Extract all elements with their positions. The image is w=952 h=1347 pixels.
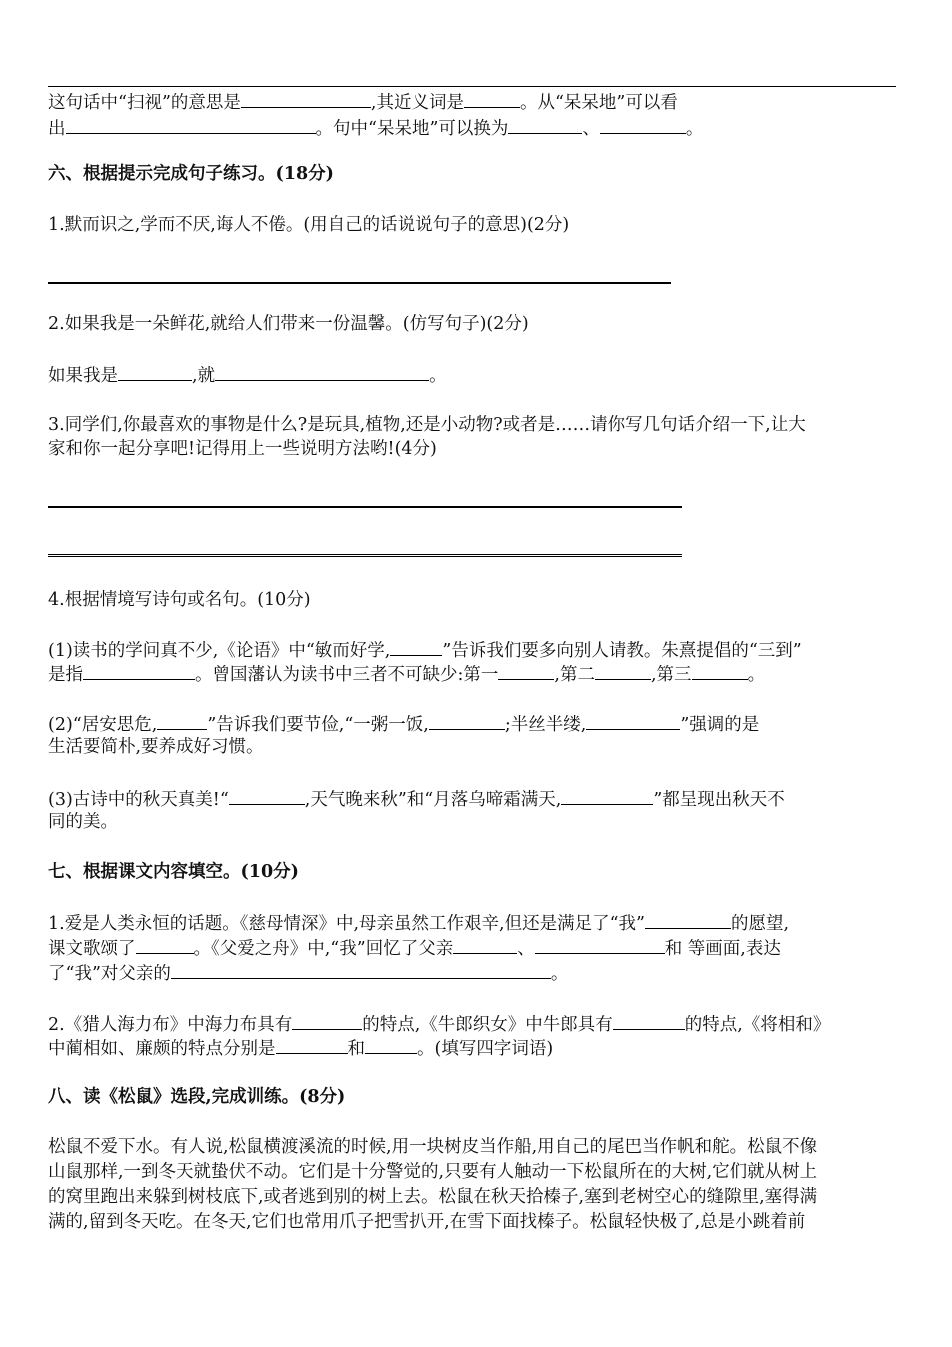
s5-text: ,其近义词是 <box>370 93 464 113</box>
answer-blank[interactable] <box>508 115 582 134</box>
s6-text: ”强调的是 <box>680 715 760 735</box>
s6-text: ,天气晚来秋”和“月落乌啼霜满天, <box>304 790 562 810</box>
answer-blank[interactable] <box>645 910 731 929</box>
answer-blank[interactable] <box>613 1011 685 1030</box>
answer-blank[interactable] <box>365 1035 417 1054</box>
s7-text: 。《父爱之舟》中,“我”回忆了父亲 <box>193 939 454 959</box>
s7-text: 、 <box>517 939 535 959</box>
s7-q2-line-1 <box>48 1011 830 1037</box>
s6-q4-2-line-2: 生活要简朴,要养成好习惯。 <box>48 737 264 757</box>
answer-blank[interactable] <box>66 115 316 134</box>
s6-text: ,就 <box>192 366 216 386</box>
s5-text: 。句中“呆呆地”可以换为 <box>315 119 509 139</box>
top-rule <box>48 86 896 87</box>
s7-text: 和 等画面,表达 <box>664 939 781 959</box>
answer-blank[interactable] <box>241 89 371 108</box>
answer-blank[interactable] <box>390 637 442 656</box>
s7-text: 2.《猎人海力布》中海力布具有 <box>48 1015 293 1035</box>
answer-blank[interactable] <box>692 661 748 680</box>
s7-q1-line-2 <box>48 935 781 961</box>
answer-blank[interactable] <box>586 711 680 730</box>
answer-blank[interactable] <box>276 1035 348 1054</box>
s6-q4-2-line-1 <box>48 711 759 737</box>
answer-blank[interactable] <box>171 960 551 979</box>
s5-text: 、 <box>582 119 600 139</box>
s6-text: ”都呈现出秋天不 <box>653 790 785 810</box>
answer-blank[interactable] <box>561 786 653 805</box>
answer-blank[interactable] <box>595 661 651 680</box>
answer-blank[interactable] <box>136 935 194 954</box>
s6-text: ”告诉我们要多向别人请教。朱熹提倡的“三到” <box>442 641 802 661</box>
s7-text: 课文歌颂了 <box>48 939 136 959</box>
answer-blank[interactable] <box>215 362 429 381</box>
answer-blank[interactable] <box>118 362 192 381</box>
s6-q2-fill <box>48 362 447 388</box>
s6-text: 是指 <box>48 665 83 685</box>
s8-passage-line-1: 松鼠不爱下水。有人说,松鼠横渡溪流的时候,用一块树皮当作船,用自己的尾巴当作帆和舵。松鼠不像 <box>48 1137 818 1157</box>
answer-line[interactable] <box>48 506 682 508</box>
s6-text: 。 <box>747 665 766 685</box>
s5-text: 。 <box>685 119 704 139</box>
s6-q4-3-line-1 <box>48 786 785 812</box>
s5-text: 出 <box>48 119 66 139</box>
answer-blank[interactable] <box>600 115 686 134</box>
s6-q3-line-2: 家和你一起分享吧!记得用上一些说明方法哟!(4分) <box>48 439 437 459</box>
s6-text: ,第二 <box>554 665 595 685</box>
s7-text: 。 <box>550 964 569 984</box>
s6-q1: 1.默而识之,学而不厌,诲人不倦。(用自己的话说说句子的意思)(2分) <box>48 215 570 235</box>
answer-blank[interactable] <box>464 89 520 108</box>
s6-text: 如果我是 <box>48 366 118 386</box>
s7-text: 和 <box>347 1039 365 1059</box>
answer-blank[interactable] <box>229 786 305 805</box>
s6-text: (3)古诗中的秋天真美!“ <box>48 790 229 810</box>
s7-text: 了“我”对父亲的 <box>48 964 171 984</box>
answer-blank[interactable] <box>157 711 207 730</box>
s6-q4-1-line-1 <box>48 637 802 663</box>
section-7-title: 七、根据课文内容填空。(10分) <box>48 862 299 882</box>
s7-text: 1.爱是人类永恒的话题。《慈母情深》中,母亲虽然工作艰辛,但还是满足了“我” <box>48 914 645 934</box>
answer-blank[interactable] <box>429 711 505 730</box>
answer-blank[interactable] <box>498 661 554 680</box>
s6-q3-line-1: 3.同学们,你最喜欢的事物是什么?是玩具,植物,还是小动物?或者是……请你写几句话介绍一下,让大 <box>48 415 806 435</box>
answer-blank[interactable] <box>535 935 665 954</box>
s6-text: 。 <box>429 366 447 386</box>
s5-line-2 <box>48 115 703 141</box>
s8-passage-line-2: 山鼠那样,一到冬天就蛰伏不动。它们是十分警觉的,只要有人触动一下松鼠所在的大树,它们就从树上 <box>48 1162 818 1182</box>
s6-text: (1)读书的学问真不少,《论语》中“敏而好学, <box>48 641 391 661</box>
s5-text: 。从“呆呆地”可以看 <box>519 93 678 113</box>
s8-passage-line-4: 满的,留到冬天吃。在冬天,它们也常用爪子把雪扒开,在雪下面找榛子。松鼠轻快极了,总是小跳着前 <box>48 1212 806 1232</box>
s5-text: 这句话中“扫视”的意思是 <box>48 93 241 113</box>
s6-text: 。曾国藩认为读书中三者不可缺少:第一 <box>195 665 499 685</box>
section-8-title: 八、读《松鼠》选段,完成训练。(8分) <box>48 1087 346 1107</box>
s6-text: ,第三 <box>650 665 692 685</box>
s7-text: 中蔺相如、廉颇的特点分别是 <box>48 1039 276 1059</box>
answer-line[interactable] <box>48 282 671 284</box>
s7-q1-line-1 <box>48 910 789 936</box>
s6-text: (2)“居安思危, <box>48 715 158 735</box>
section-6-title: 六、根据提示完成句子练习。(18分) <box>48 164 334 184</box>
s6-text: ;半丝半缕, <box>504 715 587 735</box>
s6-q4-3-line-2: 同的美。 <box>48 812 118 832</box>
s7-q1-line-3 <box>48 960 568 986</box>
s8-passage-line-3: 的窝里跑出来躲到树枝底下,或者逃到别的树上去。松鼠在秋天拾榛子,塞到老树空心的缝隙里,塞得满 <box>48 1187 818 1207</box>
s7-text: 。(填写四字词语) <box>417 1039 554 1059</box>
s6-text: ”告诉我们要节俭,“一粥一饭, <box>207 715 429 735</box>
s7-text: 的愿望, <box>730 914 790 934</box>
s6-q4-1-line-2 <box>48 661 765 687</box>
answer-blank[interactable] <box>453 935 517 954</box>
answer-line[interactable] <box>48 554 682 557</box>
s7-text: 的特点,《将相和》 <box>684 1015 831 1035</box>
s6-q2: 2.如果我是一朵鲜花,就给人们带来一份温馨。(仿写句子)(2分) <box>48 314 529 334</box>
s5-line-1 <box>48 89 678 115</box>
s6-q4: 4.根据情境写诗句或名句。(10分) <box>48 590 311 610</box>
s7-q2-line-2 <box>48 1035 553 1061</box>
answer-blank[interactable] <box>83 661 195 680</box>
answer-blank[interactable] <box>292 1011 362 1030</box>
s7-text: 的特点,《牛郎织女》中牛郎具有 <box>362 1015 613 1035</box>
